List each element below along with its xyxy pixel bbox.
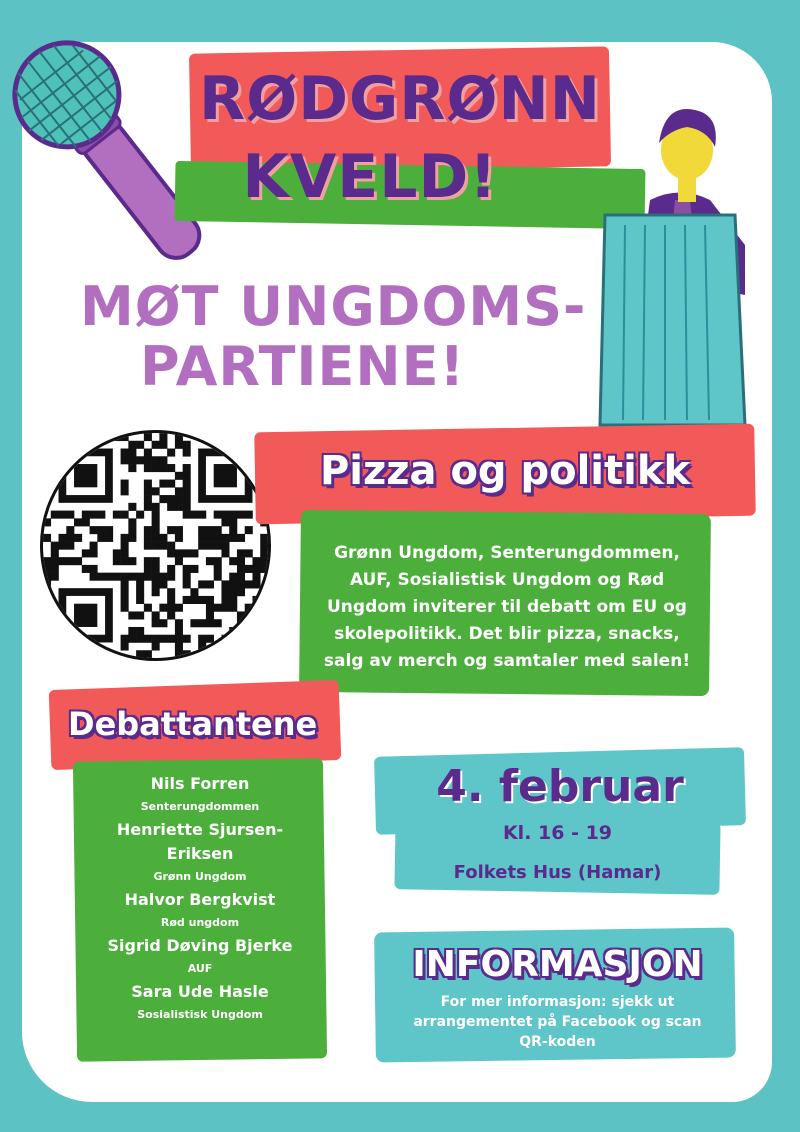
qr-module [167,542,175,550]
qr-module [175,472,183,480]
event-date: 4. februar [436,761,684,812]
qr-module [221,596,229,604]
qr-module [159,464,167,472]
qr-module [51,511,59,519]
qr-module [190,596,198,604]
qr-module [206,611,214,619]
qr-module [206,596,214,604]
qr-code-pattern [43,433,268,658]
qr-module [51,565,59,573]
qr-module [198,580,206,588]
qr-module [237,580,245,588]
qr-module [136,511,144,519]
qr-module [105,573,113,581]
qr-module [152,588,160,596]
debaters-list [80,772,320,1026]
qr-module [167,635,175,643]
qr-module [97,534,105,542]
qr-module [167,549,175,557]
qr-module [159,619,167,627]
qr-module [152,456,160,464]
qr-module [190,588,198,596]
qr-module [183,573,191,581]
qr-module [221,534,229,542]
qr-module [229,518,237,526]
qr-module [159,604,167,612]
qr-module [128,627,136,635]
event-time: Kl. 16 - 19 [502,822,613,844]
qr-module [167,464,175,472]
qr-finder-pattern [74,604,97,627]
debater-name: Sigrid Døving Bjerke [107,936,293,955]
qr-module [144,534,152,542]
qr-module [90,511,98,519]
qr-module [121,549,129,557]
qr-module [167,573,175,581]
qr-module [121,580,129,588]
qr-module [152,503,160,511]
qr-module [136,635,144,643]
qr-module [90,542,98,550]
qr-module [51,542,59,550]
qr-module [260,549,268,557]
qr-module [198,534,206,542]
qr-module [121,604,129,612]
qr-module [113,549,121,557]
debater-party: Rød ungdom [160,916,240,929]
qr-module [183,511,191,519]
qr-module [159,580,167,588]
qr-module [229,596,237,604]
qr-module [175,635,183,643]
qr-module [121,449,129,457]
qr-module [128,557,136,565]
qr-module [144,449,152,457]
qr-module [190,549,198,557]
qr-module [121,456,129,464]
qr-module [221,511,229,519]
qr-module [167,495,175,503]
qr-module [260,542,268,550]
qr-module [175,627,183,635]
qr-module [175,619,183,627]
qr-module [159,441,167,449]
debater-name: Nils Forren [150,774,250,793]
qr-module [175,642,183,650]
qr-module [152,518,160,526]
qr-module [198,511,206,519]
qr-module [152,580,160,588]
qr-module [175,534,183,542]
qr-module [128,464,136,472]
qr-module [183,565,191,573]
qr-module [51,549,59,557]
qr-module [82,549,90,557]
qr-module [229,511,237,519]
qr-module [237,573,245,581]
qr-module [128,635,136,643]
qr-module [183,580,191,588]
qr-module [136,441,144,449]
header-line2: KVELD! [242,142,498,212]
qr-module [159,534,167,542]
qr-module [43,518,51,526]
qr-module [152,534,160,542]
qr-module [229,534,237,542]
qr-module [59,557,67,565]
qr-module [175,526,183,534]
qr-module [252,580,260,588]
qr-module [229,588,237,596]
qr-module [183,596,191,604]
qr-module [51,573,59,581]
debater-name: Sara Ude Hasle [131,982,269,1001]
qr-code[interactable] [40,430,271,661]
qr-module [59,511,67,519]
qr-module [167,596,175,604]
qr-module [128,518,136,526]
qr-module [214,604,222,612]
qr-module [136,573,144,581]
qr-module [214,565,222,573]
qr-module [121,588,129,596]
qr-module [152,542,160,550]
qr-module [128,503,136,511]
qr-module [167,480,175,488]
qr-module [221,549,229,557]
qr-module [175,557,183,565]
qr-module [43,557,51,565]
pizza-body: Grønn Ungdom, Senterungdommen, AUF, Sosialistisk Ungdom og Rød Ungdom inviterer til debatt om EU og skolepolitikk. Det blir pizza, snacks, salg av merch og samtaler med salen! [323,543,691,671]
qr-module [43,573,51,581]
qr-module [66,534,74,542]
subtitle-line2: PARTIENE! [140,335,466,398]
qr-module [121,480,129,488]
qr-module [121,433,129,441]
qr-module [260,534,268,542]
qr-module [43,565,51,573]
qr-module [121,557,129,565]
qr-module [175,549,183,557]
qr-module [113,557,121,565]
qr-module [245,580,253,588]
debater-party: Senterungdommen [140,800,260,813]
qr-module [167,565,175,573]
qr-module [183,549,191,557]
qr-module [214,573,222,581]
qr-module [229,580,237,588]
qr-module [206,604,214,612]
qr-module [214,542,222,550]
qr-module [144,557,152,565]
qr-module [159,433,167,441]
qr-module [128,573,136,581]
qr-module [237,511,245,519]
qr-module [167,449,175,457]
qr-module [136,650,144,658]
qr-module [105,534,113,542]
qr-module [90,526,98,534]
qr-module [121,635,129,643]
microphone-icon [10,25,210,275]
qr-module [51,557,59,565]
header-line1: RØDGRØNN [199,64,601,134]
qr-module [159,573,167,581]
qr-module [183,503,191,511]
qr-module [59,542,67,550]
qr-module [128,611,136,619]
qr-module [90,573,98,581]
qr-module [144,650,152,658]
qr-module [183,480,191,488]
debater-party: Sosialistisk Ungdom [137,1008,263,1021]
qr-module [198,542,206,550]
qr-module [167,611,175,619]
qr-module [136,627,144,635]
qr-module [128,449,136,457]
qr-module [221,580,229,588]
qr-module [144,433,152,441]
qr-module [82,518,90,526]
qr-module [245,565,253,573]
qr-module [136,456,144,464]
info-text: For mer informasjon: sjekk ut arrangementet på Facebook og scan QR-koden [413,994,702,1050]
qr-module [175,650,183,658]
qr-module [252,565,260,573]
qr-module [144,487,152,495]
qr-module [152,557,160,565]
qr-module [214,557,222,565]
qr-module [66,511,74,519]
qr-module [198,526,206,534]
qr-module [144,565,152,573]
qr-module [245,549,253,557]
qr-module [252,573,260,581]
qr-module [183,472,191,480]
qr-module [121,596,129,604]
qr-module [144,573,152,581]
qr-module [74,534,82,542]
qr-module [206,619,214,627]
qr-module [113,511,121,519]
qr-module [206,557,214,565]
qr-module [82,565,90,573]
qr-module [190,511,198,519]
qr-module [121,542,129,550]
qr-module [260,557,268,565]
qr-module [144,456,152,464]
qr-module [175,441,183,449]
qr-module [214,534,222,542]
qr-module [136,611,144,619]
qr-module [245,511,253,519]
qr-module [121,642,129,650]
qr-module [183,487,191,495]
qr-module [206,635,214,643]
qr-module [144,526,152,534]
qr-module [237,534,245,542]
qr-module [183,635,191,643]
qr-module [113,573,121,581]
qr-module [136,596,144,604]
qr-module [144,604,152,612]
qr-module [105,526,113,534]
qr-module [121,534,129,542]
qr-module [190,565,198,573]
qr-finder-pattern [74,464,97,487]
qr-module [252,557,260,565]
qr-module [167,588,175,596]
qr-module [66,526,74,534]
qr-module [206,534,214,542]
qr-module [260,565,268,573]
qr-module [198,642,206,650]
qr-module [198,596,206,604]
qr-module [97,511,105,519]
qr-module [97,526,105,534]
info-title: INFORMASJON [412,944,703,985]
qr-module [206,526,214,534]
qr-module [128,441,136,449]
qr-module [237,588,245,596]
qr-module [183,464,191,472]
qr-module [183,441,191,449]
qr-module [237,611,245,619]
qr-module [152,573,160,581]
qr-module [152,642,160,650]
qr-module [144,503,152,511]
qr-module [206,580,214,588]
qr-module [229,526,237,534]
qr-module [121,487,129,495]
qr-module [152,611,160,619]
qr-module [229,557,237,565]
qr-module [237,557,245,565]
qr-module [183,495,191,503]
qr-module [183,449,191,457]
speaker-at-podium-illustration [595,75,765,445]
qr-module [175,495,183,503]
qr-module [144,480,152,488]
qr-module [66,557,74,565]
qr-module [159,480,167,488]
qr-module [167,526,175,534]
qr-module [82,511,90,519]
qr-module [229,604,237,612]
qr-module [152,464,160,472]
qr-module [214,619,222,627]
qr-module [152,526,160,534]
qr-module [152,441,160,449]
qr-module [159,495,167,503]
event-place: Folkets Hus (Hamar) [453,862,662,883]
qr-module [152,487,160,495]
debater-name: Halvor Bergkvist [124,890,276,909]
qr-module [237,565,245,573]
qr-module [159,542,167,550]
qr-module [159,456,167,464]
qr-module [198,635,206,643]
qr-module [221,518,229,526]
debater-name: Henriette Sjursen-Eriksen [116,820,284,863]
qr-module [74,518,82,526]
qr-module [190,619,198,627]
qr-module [152,511,160,519]
qr-module [214,511,222,519]
qr-module [152,635,160,643]
qr-module [175,503,183,511]
qr-module [43,534,51,542]
qr-module [97,573,105,581]
qr-module [229,573,237,581]
qr-module [90,565,98,573]
pizza-title: Pizza og politikk [319,448,691,494]
qr-module [198,619,206,627]
qr-module [245,526,253,534]
qr-module [128,534,136,542]
qr-module [175,433,183,441]
qr-module [144,495,152,503]
qr-module [128,526,136,534]
qr-module [175,487,183,495]
qr-module [167,604,175,612]
qr-module [74,557,82,565]
qr-module [66,542,74,550]
qr-module [167,503,175,511]
subtitle-line1: MØT UNGDOMS- [80,275,587,338]
qr-module [144,635,152,643]
qr-module [136,588,144,596]
qr-module [152,565,160,573]
qr-module [152,619,160,627]
qr-module [144,464,152,472]
qr-module [59,534,67,542]
qr-module [175,604,183,612]
debater-party: AUF [187,962,213,975]
qr-module [159,635,167,643]
qr-module [121,511,129,519]
qr-finder-pattern [214,464,237,487]
qr-module [214,526,222,534]
qr-module [121,573,129,581]
qr-module [136,580,144,588]
qr-module [90,549,98,557]
qr-module [237,549,245,557]
qr-module [221,588,229,596]
debater-party: Grønn Ungdom [153,870,247,883]
qr-module [221,542,229,550]
qr-module [221,604,229,612]
debaters-title: Debattantene [68,705,318,743]
qr-module [144,542,152,550]
qr-module [128,456,136,464]
qr-module [206,542,214,550]
